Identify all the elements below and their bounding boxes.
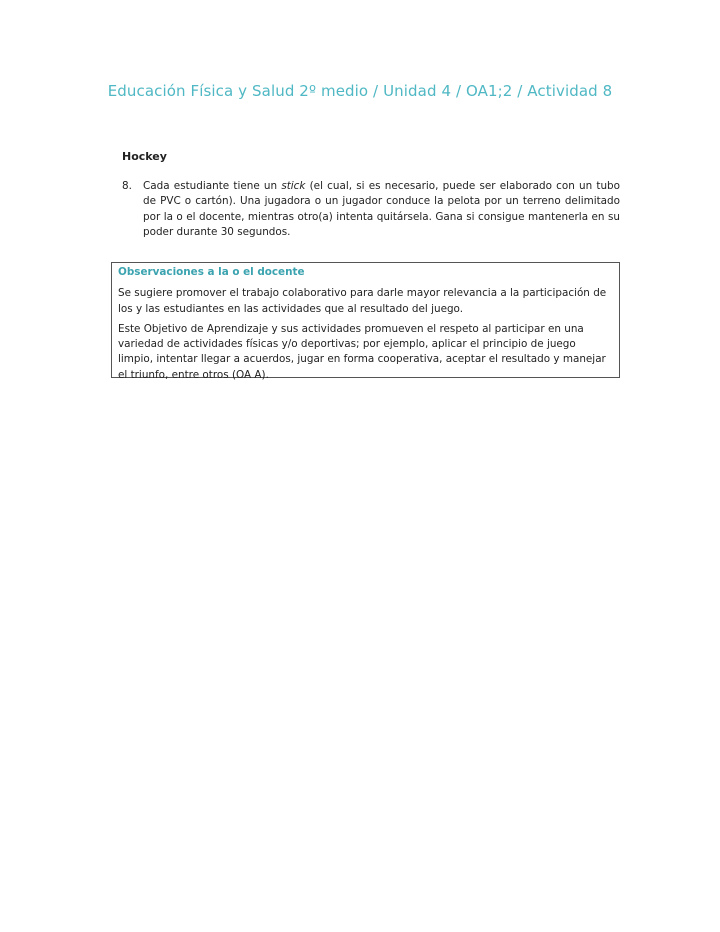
activity-text-end: (el cual, si es necesario, puede ser elaborado con un tubo de PVC o cartón). Una jugadora o un jugador conduce la pelota por un terreno delimitado por la o el docente, mientras otro(a) intenta quitársela. Gana si consigue mantenerla en su poder durante 30 segundos. bbox=[143, 180, 620, 239]
teacher-notes-title: Observaciones a la o el docente bbox=[118, 266, 305, 278]
teacher-notes-paragraph: Se sugiere promover el trabajo colaborativo para darle mayor relevancia a la participación de los y las estudiantes en las actividades que al resultado del juego. bbox=[118, 287, 607, 315]
teacher-notes-paragraph: Este Objetivo de Aprendizaje y sus actividades promueven el respeto al participar en una variedad de actividades físicas y/o deportivas; por ejemplo, aplicar el principio de juego limpio, intentar llegar a acuerdos, jugar en forma cooperativa, aceptar el resultado y manejar el triunfo, entre otros (OA A). bbox=[118, 322, 606, 381]
activity-text-start: Cada estudiante tiene un bbox=[143, 180, 282, 192]
activity-item bbox=[122, 179, 620, 241]
section-heading: Hockey bbox=[122, 150, 167, 163]
activity-text bbox=[143, 179, 620, 241]
page-title: Educación Física y Salud 2º medio / Unidad 4 / OA1;2 / Actividad 8 bbox=[107, 82, 613, 100]
activity-number: 8. bbox=[122, 180, 132, 192]
teacher-notes-box bbox=[111, 262, 620, 381]
activity-text-emphasis: stick bbox=[281, 180, 306, 192]
